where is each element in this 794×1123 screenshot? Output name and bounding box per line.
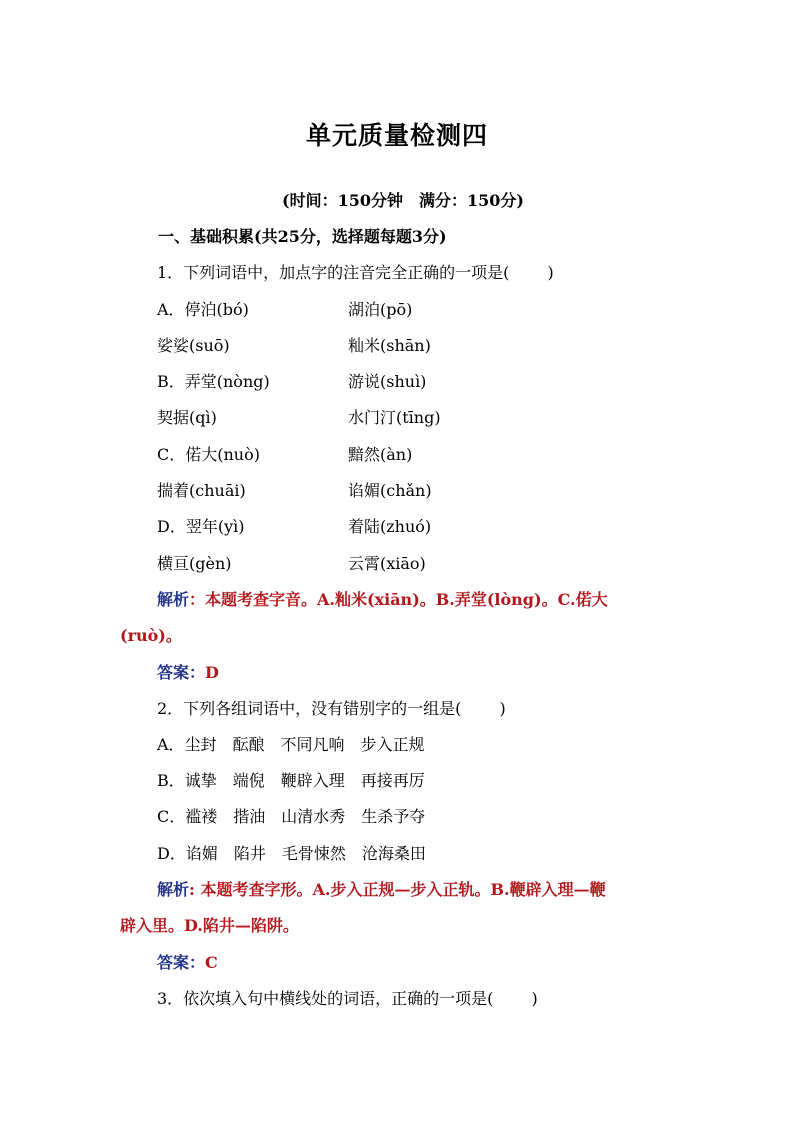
analysis-text: ：本题考查字音。A.籼米(xiān)。B.弄堂(lòng)。C.偌大 xyxy=(189,590,608,609)
q1-row-4-right: 水门汀(tīng) xyxy=(348,408,441,427)
q1-answer xyxy=(157,662,219,684)
q1-row-2-left: 娑娑(suō) xyxy=(157,336,230,355)
q1-row-8-left: 横亘(gèn) xyxy=(157,554,232,573)
question-paren-close: ) xyxy=(531,989,538,1008)
analysis-label: 解析 xyxy=(157,880,190,899)
q1-row-8-right: 云霄(xiāo) xyxy=(348,554,426,573)
answer-label: 答案： xyxy=(157,953,206,972)
q1-row-3-left: B．弄堂(nòng) xyxy=(157,372,270,391)
q1-row-4-left: 契据(qì) xyxy=(157,408,217,427)
q1-row-3-right: 游说(shuì) xyxy=(348,372,427,391)
answer-label: 答案： xyxy=(157,663,206,682)
q1-row-7-right: 着陆(zhuó) xyxy=(348,517,432,536)
q2-analysis xyxy=(157,879,606,901)
q1-row-5-left: C．偌大(nuò) xyxy=(157,445,260,464)
section-heading: 一、基础积累(共25分，选择题每题3分) xyxy=(158,227,447,246)
question-1-stem xyxy=(157,262,554,284)
q2-option-d: D．谄媚 陷井 毛骨悚然 沧海桑田 xyxy=(157,844,426,863)
answer-value: C xyxy=(205,953,218,972)
q2-option-c: C．褴褛 揩油 山清水秀 生杀予夺 xyxy=(157,807,426,826)
q1-row-1-left: A．停泊(bó) xyxy=(157,300,249,319)
analysis-label: 解析 xyxy=(157,590,190,609)
q1-row-6-left: 揣着(chuāi) xyxy=(157,481,246,500)
question-text: 1．下列词语中，加点字的注音完全正确的一项是( xyxy=(157,263,510,282)
q1-row-7-left: D．翌年(yì) xyxy=(157,517,245,536)
question-paren-close: ) xyxy=(547,263,554,282)
q1-analysis xyxy=(157,589,608,611)
analysis-text: : 本题考查字形。A.步入正规—步入正轨。B.鞭辟入理—鞭 xyxy=(189,880,606,899)
q2-analysis-continued: 辟入里。D.陷井—陷阱。 xyxy=(120,916,299,935)
q1-analysis-continued: (ruò)。 xyxy=(120,626,182,645)
answer-value: D xyxy=(205,663,219,682)
q2-option-b: B．诚挚 端倪 鞭辟入理 再接再厉 xyxy=(157,771,425,790)
question-3-stem xyxy=(157,988,538,1010)
q1-row-5-right: 黯然(àn) xyxy=(348,445,413,464)
q2-option-a: A．尘封 酝酿 不同凡响 步入正规 xyxy=(157,735,425,754)
q1-row-1-right: 湖泊(pō) xyxy=(348,300,413,319)
q2-answer xyxy=(157,952,218,974)
question-text: 3．依次填入句中横线处的词语，正确的一项是( xyxy=(157,989,494,1008)
question-2-stem xyxy=(157,698,506,720)
q1-row-6-right: 谄媚(chǎn) xyxy=(348,481,432,500)
question-text: 2．下列各组词语中，没有错别字的一组是( xyxy=(157,699,462,718)
q1-row-2-right: 籼米(shān) xyxy=(348,336,431,355)
exam-info: (时间：150分钟 满分：150分) xyxy=(282,191,524,210)
question-paren-close: ) xyxy=(499,699,506,718)
page-title: 单元质量检测四 xyxy=(305,121,488,150)
